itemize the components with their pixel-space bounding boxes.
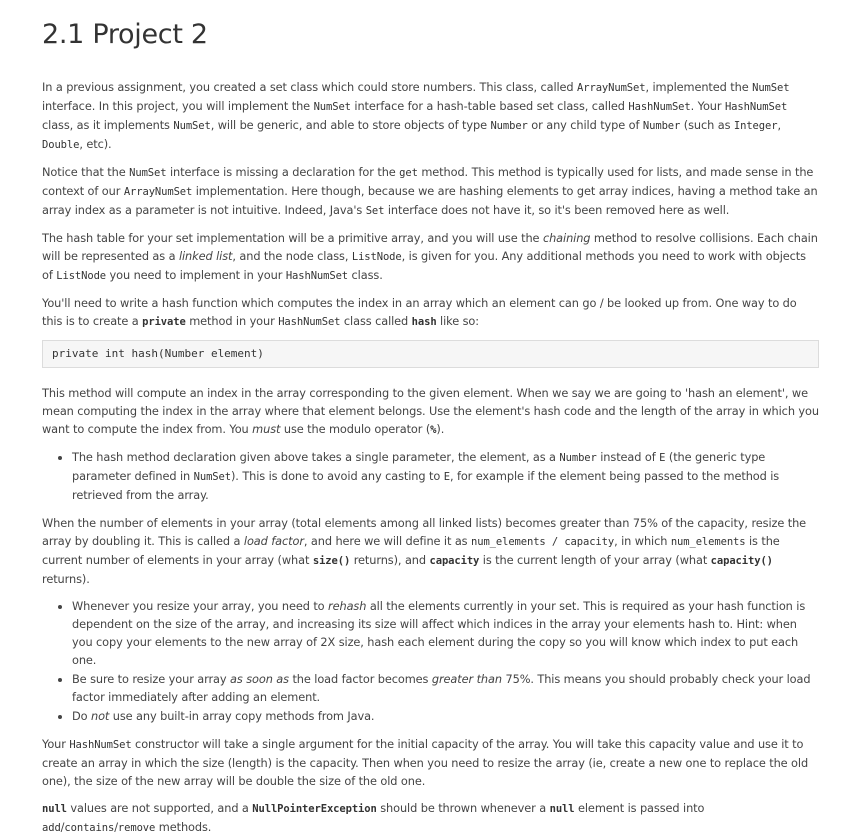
text: This method will compute an index in the array corresponding to the given element. When we say we are going to 'hash an element', we mean computing the index in the array where that element belongs. Use the element's hash code and the length of the array in which you want to compute the index from. You [42,386,819,436]
code-inline: NumSet [313,101,351,113]
code-inline: private [142,316,186,328]
code-inline: Number [490,120,528,132]
text: Whenever you resize your array, you need to [72,599,329,613]
emphasis: load factor [243,534,304,548]
list-item [72,707,819,725]
code-inline: capacity() [710,555,773,567]
text: , in which [614,534,671,548]
code-inline: Number [642,120,681,132]
emphasis: as soon as [230,672,289,686]
code-inline: Set [365,205,385,217]
text: , for example if the element being passed to the method is retrieved from the array. [72,469,780,502]
paragraph-hash-function [42,294,819,331]
emphasis: greater than [431,672,502,686]
paragraph-hash-table [42,229,819,285]
code-inline: get [399,167,418,179]
code-inline: Double [42,139,80,151]
bullet-list-resize [42,597,819,725]
text: like so: [436,314,479,328]
text: methods. [155,820,212,834]
emphasis: linked list [178,249,233,263]
text: In a previous assignment, you created a set class which could store numbers. This class, called [42,80,578,94]
text: , etc). [79,137,112,151]
text: (the generic type parameter defined in [72,450,766,483]
code-inline: ArrayNumSet [577,82,646,94]
text: implementation. Here though, because we are hashing elements to get array indices, having a method take an array index as a parameter is not intuitive. Indeed, Java's [42,184,818,217]
text: instead of [596,450,660,464]
text: You'll need to write a hash function which computes the index in an array which an element can go / be looked up from. One way to do this is to create a [42,296,797,328]
code-inline: HashNumSet [69,739,132,751]
code-inline: HashNumSet [278,316,341,328]
text: Be sure to resize your array [72,672,231,686]
text: interface is missing a declaration for the [166,165,400,179]
text: is the current number of elements in your array (what [42,534,780,567]
text: is the current length of your array (what [479,553,711,567]
text: ). This is done to avoid any casting to [230,469,444,483]
text: method. This method is typically used for lists, and made sense in the context of our [42,165,814,198]
code-inline: size() [312,555,351,567]
list-item [72,448,819,504]
paragraph-load-factor [42,514,819,588]
code-inline: null [549,803,575,815]
text: class called [340,314,412,328]
text: Do [72,709,91,723]
code-inline: null [42,803,67,815]
code-inline: ListNode [56,270,107,282]
emphasis: rehash [328,599,367,613]
bullet-list-hash [42,448,819,504]
text: , and the node class, [232,249,352,263]
text: use any built-in array copy methods from Java. [109,709,375,723]
text: , is given for you. Any additional methods you need to work with objects of [42,249,806,282]
code-inline: NumSet [173,120,211,132]
code-inline: Number [559,452,597,464]
text: / [114,820,118,834]
text: returns). [42,572,90,586]
text: all the elements currently in your set. This is required as your hash function is dependent on the size of the array, and increasing its size will affect which indices in the array your elements hash to. Hint: when you copy your elements to the new array of 2X size, hash each element during the copy so you will know which index to put each one. [72,599,806,667]
text: / [60,820,65,834]
code-inline: remove [117,822,156,834]
paragraph-null [42,799,819,837]
paragraph-intro [42,78,819,154]
text: (such as [680,118,734,132]
text: method in your [185,314,279,328]
text: . Your [690,99,725,113]
text: Your [42,737,70,751]
text: The hash table for your set implementation will be a primitive array, and you will use the [42,231,543,245]
text: class. [348,268,383,282]
code-block: private int hash(Number element) [42,340,819,368]
text: interface does not have it, so it's been removed here as well. [384,203,730,217]
code-inline: HashNumSet [724,101,788,113]
code-inline: HashNumSet [628,101,691,113]
text: Notice that the [42,165,130,179]
list-item [72,670,819,706]
text: values are not supported, and a [66,801,253,815]
code-inline: hash [411,316,437,328]
code-inline: E [443,471,450,483]
text: returns), and [350,553,430,567]
code-inline: Integer [733,120,778,132]
text: interface. In this project, you will implement the [42,99,314,113]
text: , implemented the [645,80,753,94]
text: ). [436,422,445,436]
code-inline: add [42,822,61,834]
text: The hash method declaration given above takes a single parameter, the element, as a [72,450,560,464]
page-title: 2.1 Project 2 [42,19,208,50]
code-inline: HashNumSet [285,270,349,282]
text: the load factor becomes [288,672,432,686]
text: should be thrown whenever a [376,801,550,815]
code-inline: NullPointerException [252,803,377,815]
text: constructor will take a single argument for the initial capacity of the array. You will take this capacity value and use it to create an array in which the size (length) is the capacity. Then when you need to resize the array (ie, create a new one to replace the old one), the size of the new array will be double the size of the old one. [42,737,809,788]
text: or any child type of [527,118,643,132]
paragraph-constructor [42,735,819,790]
code-inline: num_elements / capacity [471,536,615,548]
text: 75%. This means you should probably check your load factor immediately after adding an element. [72,672,811,704]
emphasis: not [90,709,110,723]
text: element is passed into [574,801,705,815]
code-inline: E [659,452,666,464]
code-inline: NumSet [752,82,790,94]
emphasis: chaining [542,231,591,245]
code-inline: NumSet [193,471,231,483]
text: , [777,118,781,132]
code-inline: capacity [429,555,480,567]
code-inline: % [430,424,437,436]
paragraph-hash-explanation [42,384,819,439]
text: , and here we will define it as [303,534,471,548]
text: method to resolve collisions. Each chain will be represented as a [42,231,818,263]
text: interface for a hash-table based set class, called [350,99,629,113]
text: class, as it implements [42,118,174,132]
code-inline: ListNode [351,251,402,263]
code-inline: num_elements [670,536,746,548]
emphasis: must [252,422,281,436]
paragraph-get-method [42,163,819,220]
list-item [72,597,819,669]
code-inline: ArrayNumSet [123,186,193,198]
text: When the number of elements in your array (total elements among all linked lists) becomes greater than 75% of the capacity, resize the array by doubling it. This is called a [42,516,807,548]
text: you need to implement in your [106,268,286,282]
text: , will be generic, and able to store objects of type [210,118,491,132]
text: use the modulo operator ( [280,422,431,436]
code-inline: NumSet [129,167,167,179]
code-inline: contains [64,822,115,834]
